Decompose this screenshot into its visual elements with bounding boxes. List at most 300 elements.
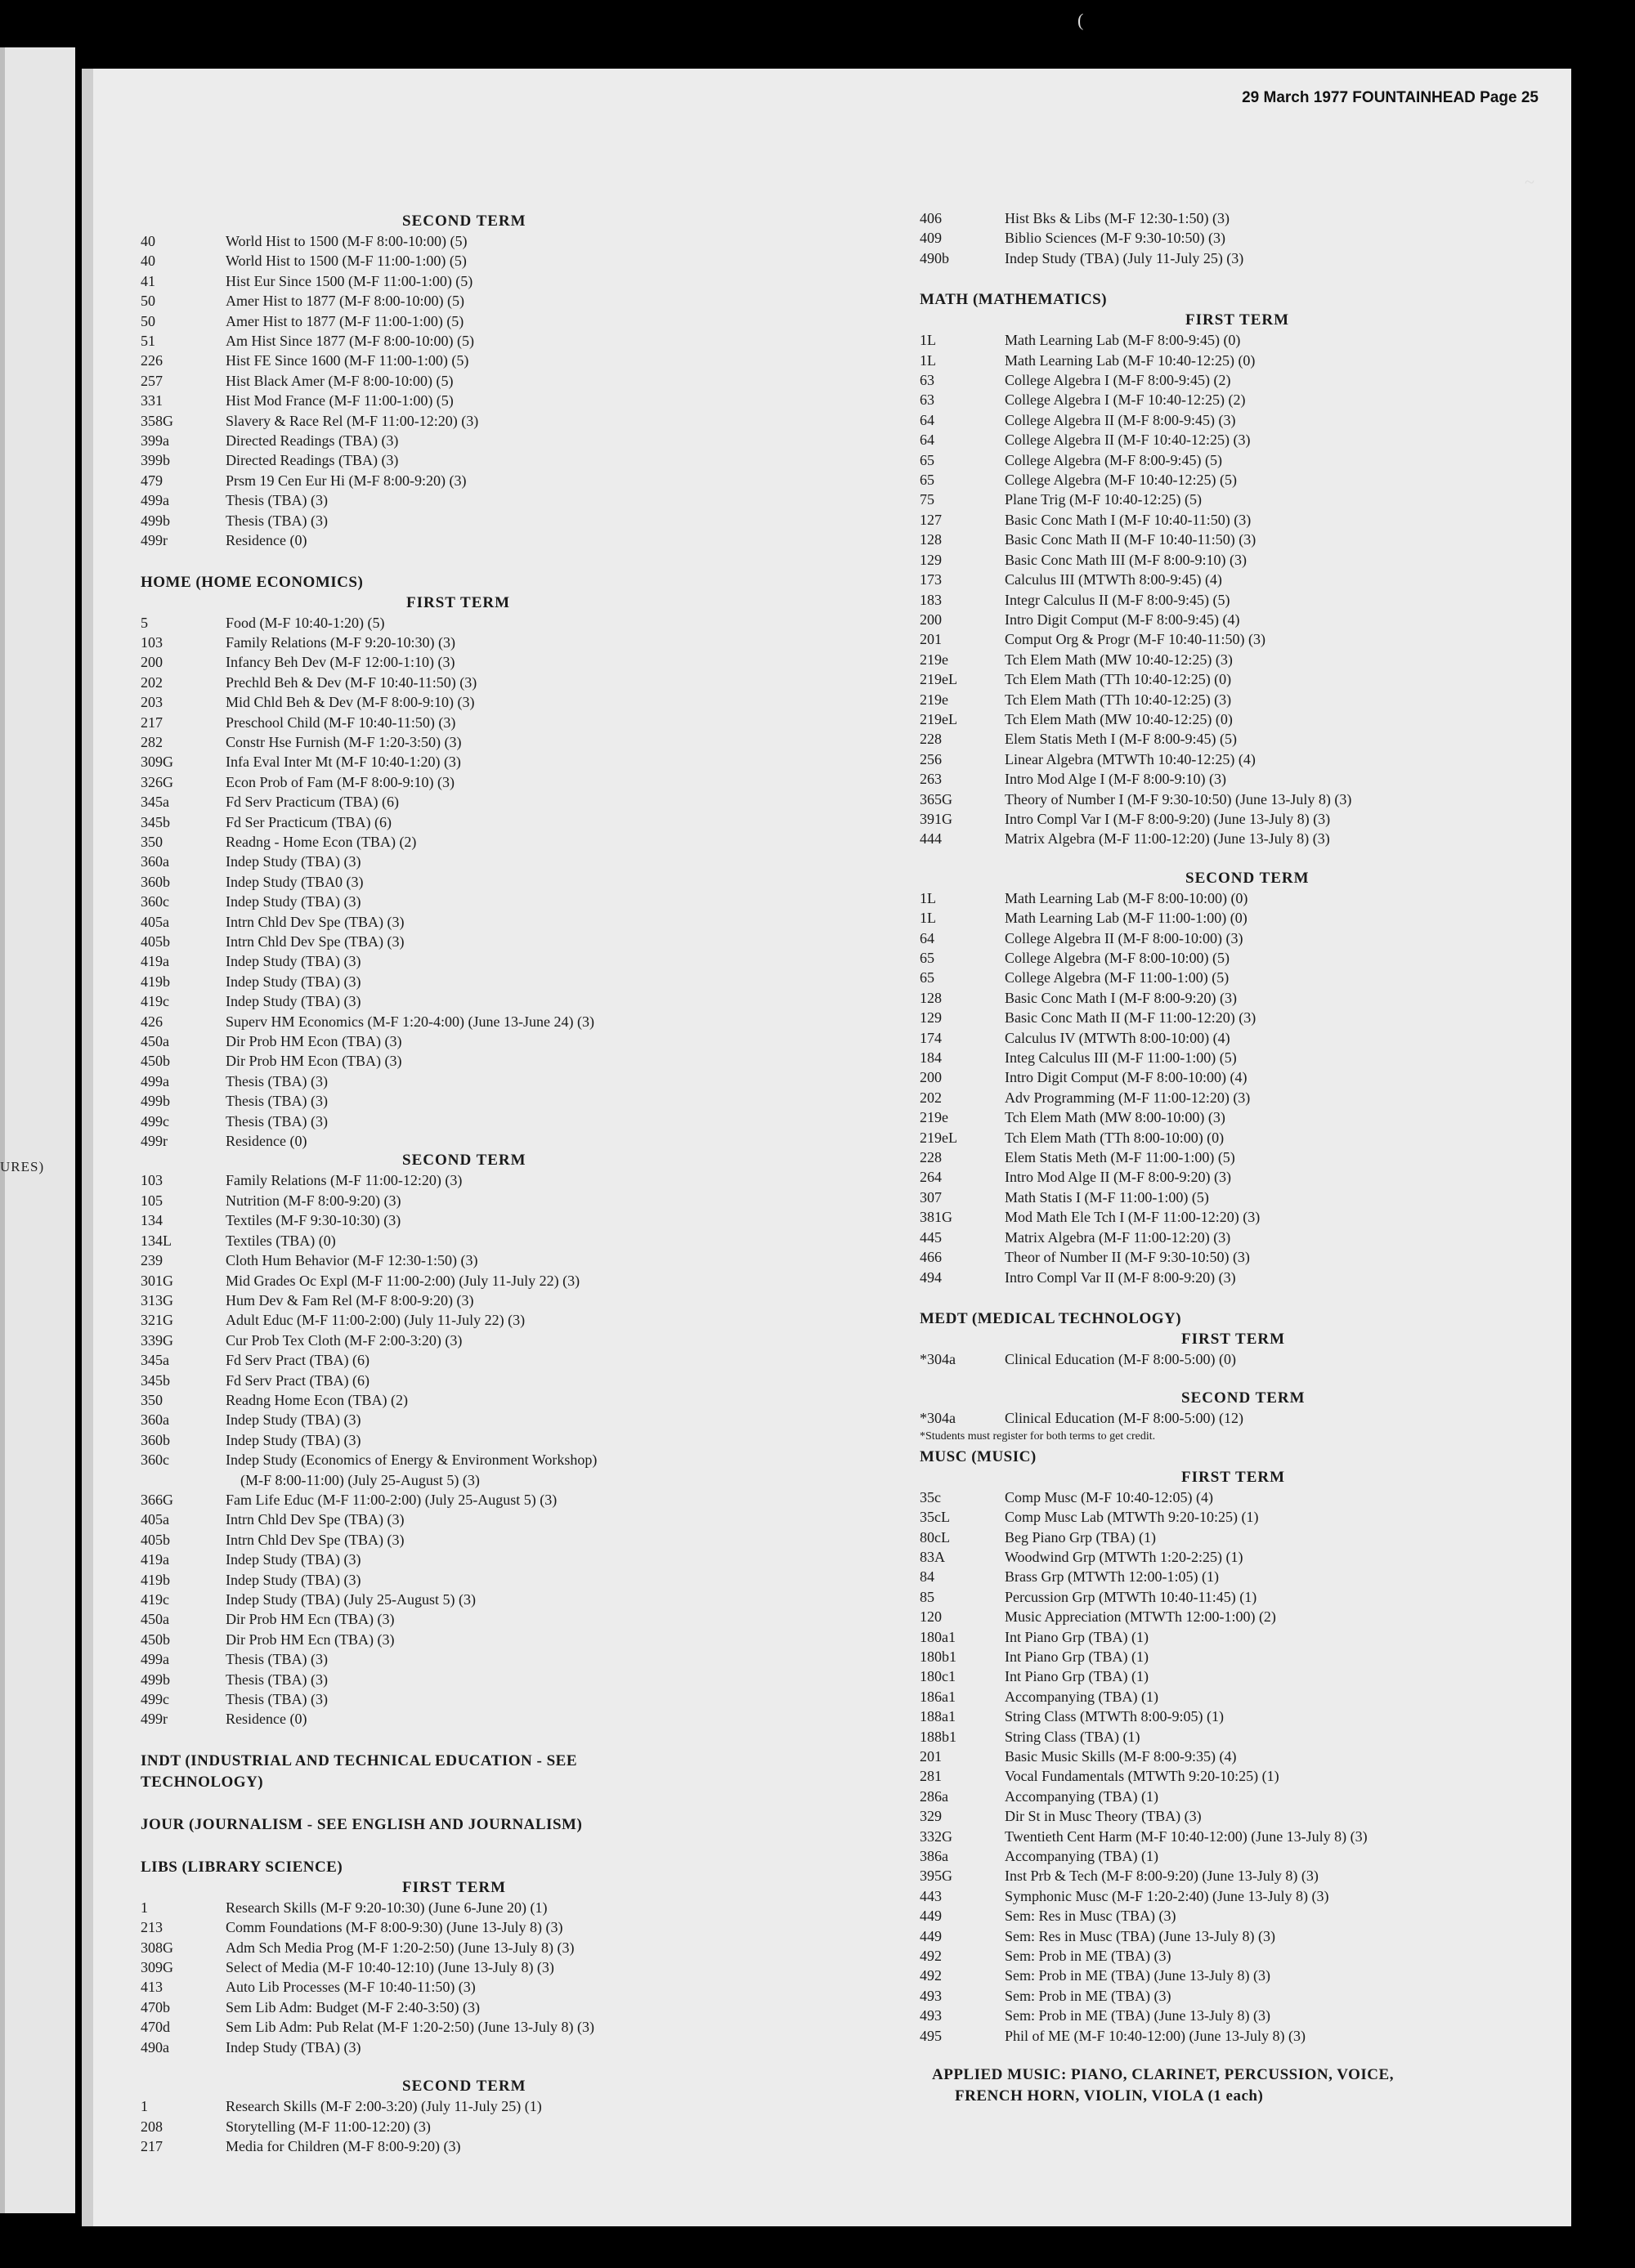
- footnote: *Students must register for both terms to get credit.: [920, 1429, 1156, 1443]
- course-number: *304a: [920, 1350, 956, 1367]
- course-row: [920, 928, 1635, 948]
- course-number: 50: [141, 312, 155, 329]
- course-row: [141, 951, 860, 971]
- course-row: [920, 1806, 1635, 1826]
- course-row: [141, 972, 860, 991]
- course-number: 200: [920, 1069, 942, 1086]
- course-number: 405a: [141, 913, 169, 930]
- course-row: [920, 908, 1635, 928]
- course-row: [141, 1470, 860, 1490]
- department-heading: INDT (INDUSTRIAL AND TECHNICAL EDUCATION - SEE TECHNOLOGY): [141, 1751, 578, 1791]
- course-number: [141, 1470, 226, 1490]
- course-number: 381G: [920, 1209, 952, 1226]
- course-row: [920, 1827, 1635, 1846]
- course-number: 173: [920, 571, 942, 588]
- course-number: 286a: [920, 1787, 948, 1805]
- course-row: [141, 391, 860, 410]
- course-description: Mid Grades Oc Expl (M-F 11:00-2:00) (July 11-July 22) (3): [226, 1272, 580, 1289]
- course-row: [920, 888, 1635, 908]
- course-row: [141, 613, 860, 633]
- course-description: College Algebra (M-F 8:00-10:00) (5): [1005, 950, 1230, 966]
- course-number: 490a: [141, 2038, 169, 2056]
- course-number: 419a: [141, 1551, 169, 1568]
- course-number: 263: [920, 771, 942, 788]
- course-number: 443: [920, 1887, 942, 1904]
- course-description: Nutrition (M-F 8:00-9:20) (3): [226, 1192, 401, 1209]
- course-row: [920, 1188, 1635, 1207]
- course-description: Hist Mod France (M-F 11:00-1:00) (5): [226, 392, 454, 409]
- course-number: 64: [920, 432, 934, 449]
- course-row: [141, 291, 860, 311]
- course-row: [141, 1630, 860, 1649]
- course-number: 202: [141, 673, 163, 691]
- course-row: [920, 1547, 1635, 1567]
- applied-music-line-1: APPLIED MUSIC: PIANO, CLARINET, PERCUSSION, VOICE,: [932, 2066, 1394, 2083]
- course-description: Basic Conc Math II (M-F 10:40-11:50) (3): [1005, 531, 1256, 548]
- course-number: 360c: [141, 893, 169, 910]
- course-row: [141, 1051, 860, 1071]
- course-description: Elem Statis Meth (M-F 11:00-1:00) (5): [1005, 1149, 1235, 1166]
- course-description: Math Learning Lab (M-F 8:00-10:00) (0): [1005, 889, 1248, 906]
- course-number: 450b: [141, 1053, 170, 1070]
- course-row: [920, 1906, 1635, 1926]
- course-number: 345b: [141, 813, 170, 830]
- course-row: [920, 1787, 1635, 1806]
- course-row: [920, 570, 1635, 589]
- course-row: [920, 1487, 1635, 1507]
- course-description: Intrn Chld Dev Spe (TBA) (3): [226, 1531, 405, 1548]
- course-number: 1L: [920, 351, 936, 369]
- course-row: [141, 1490, 860, 1510]
- course-number: 84: [920, 1568, 934, 1586]
- course-row: [920, 550, 1635, 570]
- course-description: Slavery & Race Rel (M-F 11:00-12:20) (3): [226, 412, 479, 429]
- course-row: [141, 1410, 860, 1429]
- course-row: [920, 968, 1635, 987]
- course-row: [141, 1350, 860, 1370]
- course-row: [920, 1766, 1635, 1786]
- course-row: [141, 912, 860, 932]
- course-row: [920, 1067, 1635, 1087]
- course-row: [920, 1107, 1635, 1127]
- course-description: Indep Study (TBA0 (3): [226, 873, 364, 890]
- course-number: 217: [141, 2137, 163, 2154]
- course-number: 264: [920, 1169, 942, 1186]
- department-heading: MATH (MATHEMATICS): [920, 291, 1108, 309]
- course-row: [141, 752, 860, 772]
- course-number: 409: [920, 230, 942, 247]
- course-description: Linear Algebra (MTWTh 10:40-12:25) (4): [1005, 750, 1256, 767]
- course-description: Math Learning Lab (M-F 8:00-9:45) (0): [1005, 332, 1241, 349]
- course-row: [920, 450, 1635, 470]
- department-heading: MEDT (MEDICAL TECHNOLOGY): [920, 1309, 1182, 1327]
- course-description: Indep Study (TBA) (July 11-July 25) (3): [1005, 249, 1244, 266]
- course-number: 219e: [920, 691, 948, 708]
- course-description: Sem: Prob in ME (TBA) (3): [1005, 1948, 1171, 1965]
- course-description: Tch Elem Math (TTh 8:00-10:00) (0): [1005, 1129, 1225, 1146]
- course-number: 360b: [141, 873, 170, 890]
- course-description: Clinical Education (M-F 8:00-5:00) (12): [1005, 1410, 1243, 1427]
- course-description: College Algebra (M-F 8:00-9:45) (5): [1005, 451, 1222, 468]
- course-row: [141, 872, 860, 892]
- course-number: 499a: [141, 1072, 169, 1089]
- course-number: 449: [920, 1927, 942, 1944]
- right-column: [920, 208, 1635, 2046]
- course-description: Am Hist Since 1877 (M-F 8:00-10:00) (5): [226, 333, 474, 350]
- course-description: Woodwind Grp (MTWTh 1:20-2:25) (1): [1005, 1548, 1243, 1565]
- course-number: 339G: [141, 1331, 173, 1349]
- course-number: 321G: [141, 1312, 173, 1329]
- course-number: 391G: [920, 810, 952, 827]
- course-description: Int Piano Grp (TBA) (1): [1005, 1668, 1149, 1685]
- course-number: 419c: [141, 1591, 169, 1608]
- course-description: Intro Mod Alge I (M-F 8:00-9:10) (3): [1005, 771, 1226, 788]
- course-description: Comm Foundations (M-F 8:00-9:30) (June 13-July 8) (3): [226, 1919, 563, 1936]
- course-description: Basic Conc Math I (M-F 8:00-9:20) (3): [1005, 989, 1237, 1006]
- course-description: Textiles (M-F 9:30-10:30) (3): [226, 1212, 401, 1229]
- course-description: Cloth Hum Behavior (M-F 12:30-1:50) (3): [226, 1252, 478, 1269]
- course-description: Hist Eur Since 1500 (M-F 11:00-1:00) (5): [226, 272, 473, 289]
- course-description: Plane Trig (M-F 10:40-12:25) (5): [1005, 491, 1203, 508]
- course-description: College Algebra II (M-F 8:00-10:00) (3): [1005, 929, 1243, 946]
- course-description: Indep Study (TBA) (3): [226, 1411, 361, 1429]
- course-description: Amer Hist to 1877 (M-F 11:00-1:00) (5): [226, 312, 464, 329]
- course-number: 426: [141, 1013, 163, 1030]
- course-description: Tch Elem Math (TTh 10:40-12:25) (3): [1005, 691, 1232, 708]
- course-number: 65: [920, 950, 934, 966]
- course-row: [920, 1647, 1635, 1666]
- course-number: 120: [920, 1608, 942, 1626]
- course-description: Integ Calculus III (M-F 11:00-1:00) (5): [1005, 1049, 1237, 1067]
- course-number: 406: [920, 210, 942, 226]
- course-number: 200: [141, 654, 163, 671]
- course-row: [920, 988, 1635, 1008]
- course-number: 479: [141, 472, 163, 489]
- course-row: [920, 629, 1635, 649]
- course-row: [141, 1291, 860, 1310]
- course-description: Math Statis I (M-F 11:00-1:00) (5): [1005, 1188, 1209, 1206]
- course-number: 499b: [141, 1093, 170, 1110]
- course-description: Clinical Education (M-F 8:00-5:00) (0): [1005, 1350, 1236, 1367]
- course-row: [141, 331, 860, 351]
- course-row: [141, 792, 860, 812]
- course-row: [920, 669, 1635, 689]
- course-description: Thesis (TBA) (3): [226, 1072, 328, 1089]
- course-description: Brass Grp (MTWTh 12:00-1:05) (1): [1005, 1568, 1219, 1586]
- course-row: [920, 1349, 1635, 1369]
- course-description: Tch Elem Math (MW 10:40-12:25) (0): [1005, 710, 1233, 727]
- course-row: [141, 1271, 860, 1291]
- course-number: 1L: [920, 332, 936, 349]
- course-row: [141, 450, 860, 470]
- course-row: [141, 1371, 860, 1390]
- course-row: [920, 530, 1635, 549]
- course-description: Intrn Chld Dev Spe (TBA) (3): [226, 913, 405, 930]
- course-description: Fd Serv Pract (TBA) (6): [226, 1371, 370, 1389]
- course-row: [141, 1550, 860, 1569]
- course-number: 188b1: [920, 1728, 956, 1745]
- course-row: [141, 772, 860, 792]
- course-row: [141, 832, 860, 852]
- course-description: Mid Chld Beh & Dev (M-F 8:00-9:10) (3): [226, 694, 475, 711]
- course-description: Sem: Res in Musc (TBA) (June 13-July 8) (3): [1005, 1927, 1275, 1944]
- course-description: Indep Study (TBA) (3): [226, 2038, 361, 2056]
- course-row: [920, 1666, 1635, 1686]
- course-number: 350: [141, 1391, 163, 1408]
- course-description: Intro Compl Var II (M-F 8:00-9:20) (3): [1005, 1268, 1236, 1286]
- left-column: [141, 212, 860, 2156]
- course-number: 444: [920, 830, 942, 848]
- course-row: [141, 1071, 860, 1091]
- course-number: 183: [920, 591, 942, 608]
- course-description: Thesis (TBA) (3): [226, 492, 328, 509]
- course-number: 63: [920, 372, 934, 389]
- course-number: 499r: [141, 532, 168, 549]
- course-description: World Hist to 1500 (M-F 8:00-10:00) (5): [226, 233, 468, 249]
- course-row: [920, 351, 1635, 370]
- course-row: [141, 311, 860, 331]
- course-row: [141, 692, 860, 712]
- course-number: 257: [141, 372, 163, 389]
- course-number: 499b: [141, 1671, 170, 1688]
- course-row: [920, 430, 1635, 450]
- course-row: [920, 370, 1635, 390]
- course-row: [920, 690, 1635, 709]
- course-row: [920, 1866, 1635, 1886]
- course-number: 1: [141, 2098, 148, 2115]
- course-description: Amer Hist to 1877 (M-F 8:00-10:00) (5): [226, 293, 464, 310]
- course-number: 201: [920, 1748, 942, 1765]
- course-row: [141, 431, 860, 450]
- term-heading: FIRST TERM: [402, 1878, 507, 1896]
- department-heading: JOUR (JOURNALISM - SEE ENGLISH AND JOURNALISM): [141, 1815, 583, 1833]
- course-description: Biblio Sciences (M-F 9:30-10:50) (3): [1005, 230, 1225, 247]
- course-row: [920, 1886, 1635, 1906]
- course-row: [141, 1390, 860, 1410]
- course-row: [141, 812, 860, 832]
- course-description: Hist Bks & Libs (M-F 12:30-1:50) (3): [1005, 210, 1230, 226]
- course-number: 105: [141, 1192, 163, 1209]
- term-heading: SECOND TERM: [1185, 869, 1310, 887]
- course-number: 445: [920, 1228, 942, 1246]
- course-description: Indep Study (Economics of Energy & Environment Workshop): [226, 1452, 598, 1469]
- course-description: Calculus IV (MTWTh 8:00-10:00) (4): [1005, 1029, 1230, 1046]
- course-row: [920, 829, 1635, 848]
- course-number: 499b: [141, 512, 170, 529]
- course-description: Basic Conc Math III (M-F 8:00-9:10) (3): [1005, 551, 1247, 568]
- course-row: [141, 713, 860, 732]
- course-description: (M-F 8:00-11:00) (July 25-August 5) (3): [226, 1471, 480, 1488]
- course-row: [141, 1510, 860, 1529]
- course-description: Indep Study (TBA) (July 25-August 5) (3): [226, 1591, 476, 1608]
- course-description: Sem: Prob in ME (TBA) (June 13-July 8) (3): [1005, 2007, 1270, 2024]
- course-row: [141, 1250, 860, 1270]
- course-description: Dir Prob HM Ecn (TBA) (3): [226, 1611, 395, 1628]
- course-number: 492: [920, 1967, 942, 1984]
- course-number: 64: [920, 411, 934, 428]
- course-row: [141, 1170, 860, 1190]
- course-number: 174: [920, 1029, 942, 1046]
- course-description: College Algebra (M-F 11:00-1:00) (5): [1005, 969, 1230, 986]
- course-row: [141, 1231, 860, 1250]
- course-number: 226: [141, 352, 163, 369]
- course-number: 1L: [920, 910, 936, 927]
- course-description: Dir Prob HM Econ (TBA) (3): [226, 1053, 402, 1070]
- course-description: Comput Org & Progr (M-F 10:40-11:50) (3): [1005, 631, 1265, 648]
- course-number: 228: [920, 731, 942, 748]
- course-number: 239: [141, 1252, 163, 1269]
- course-number: 470b: [141, 1998, 170, 2015]
- course-description: Constr Hse Furnish (M-F 1:20-3:50) (3): [226, 733, 462, 750]
- course-number: 40: [141, 233, 155, 249]
- course-number: 5: [141, 614, 148, 631]
- course-row: [920, 1008, 1635, 1027]
- course-row: [920, 1207, 1635, 1227]
- course-row: [141, 652, 860, 672]
- course-description: String Class (MTWTh 8:00-9:05) (1): [1005, 1708, 1224, 1725]
- course-number: 63: [920, 391, 934, 409]
- masthead: 29 March 1977 FOUNTAINHEAD Page 25: [1242, 89, 1539, 106]
- course-description: Sem: Prob in ME (TBA) (June 13-July 8) (3): [1005, 1967, 1270, 1984]
- term-heading: FIRST TERM: [406, 593, 511, 611]
- page-shadow-edge: [82, 69, 93, 2226]
- course-row: [920, 1587, 1635, 1607]
- course-description: Symphonic Musc (M-F 1:20-2:40) (June 13-July 8) (3): [1005, 1887, 1329, 1904]
- course-description: Intrn Chld Dev Spe (TBA) (3): [226, 1511, 405, 1528]
- course-description: Elem Statis Meth I (M-F 8:00-9:45) (5): [1005, 731, 1237, 748]
- course-row: [141, 231, 860, 251]
- course-number: 331: [141, 392, 163, 409]
- course-description: Twentieth Cent Harm (M-F 10:40-12:00) (June 13-July 8) (3): [1005, 1827, 1368, 1845]
- course-description: Thesis (TBA) (3): [226, 1112, 328, 1130]
- course-number: 405b: [141, 1531, 170, 1548]
- course-number: 345b: [141, 1371, 170, 1389]
- course-number: 219e: [920, 651, 948, 668]
- course-row: [141, 2038, 860, 2057]
- course-number: 405b: [141, 933, 170, 950]
- course-description: Auto Lib Processes (M-F 10:40-11:50) (3): [226, 1979, 476, 1996]
- course-description: Tch Elem Math (TTh 10:40-12:25) (0): [1005, 671, 1232, 688]
- course-row: [141, 932, 860, 951]
- course-number: 188a1: [920, 1708, 956, 1725]
- course-row: [141, 2136, 860, 2156]
- course-number: 492: [920, 1948, 942, 1965]
- course-description: Intrn Chld Dev Spe (TBA) (3): [226, 933, 405, 950]
- course-number: 313G: [141, 1291, 173, 1308]
- course-description: Adult Educ (M-F 11:00-2:00) (July 11-July 22) (3): [226, 1312, 526, 1329]
- course-row: [920, 1986, 1635, 2006]
- course-number: 186a1: [920, 1688, 956, 1705]
- course-row: [141, 1331, 860, 1350]
- adjacent-page-edge: [0, 47, 5, 2213]
- course-description: Hist FE Since 1600 (M-F 11:00-1:00) (5): [226, 352, 469, 369]
- course-number: *304a: [920, 1410, 956, 1427]
- course-number: 213: [141, 1919, 163, 1936]
- course-number: 301G: [141, 1272, 173, 1289]
- course-row: [920, 769, 1635, 789]
- course-description: Math Learning Lab (M-F 10:40-12:25) (0): [1005, 351, 1256, 369]
- course-row: [141, 1977, 860, 1997]
- course-number: 386a: [920, 1848, 948, 1865]
- course-description: Basic Conc Math II (M-F 11:00-12:20) (3): [1005, 1009, 1256, 1027]
- course-row: [141, 511, 860, 530]
- course-number: 219eL: [920, 1129, 957, 1146]
- course-number: 350: [141, 833, 163, 850]
- course-number: 282: [141, 733, 163, 750]
- course-row: [920, 1946, 1635, 1966]
- course-row: [141, 1091, 860, 1111]
- course-number: 419c: [141, 993, 169, 1010]
- course-row: [141, 371, 860, 391]
- course-row: [141, 633, 860, 652]
- course-description: Hum Dev & Fam Rel (M-F 8:00-9:20) (3): [226, 1291, 474, 1308]
- course-row: [141, 1450, 860, 1470]
- course-description: Accompanying (TBA) (1): [1005, 1848, 1158, 1865]
- course-number: 256: [920, 750, 942, 767]
- course-row: [141, 732, 860, 752]
- course-row: [920, 1247, 1635, 1267]
- course-number: 450b: [141, 1631, 170, 1648]
- course-number: 134L: [141, 1232, 172, 1249]
- course-description: Basic Conc Math I (M-F 10:40-11:50) (3): [1005, 511, 1252, 528]
- course-number: 41: [141, 272, 155, 289]
- course-number: 329: [920, 1808, 942, 1825]
- course-number: 228: [920, 1149, 942, 1166]
- course-row: [141, 1031, 860, 1051]
- course-description: Theor of Number II (M-F 9:30-10:50) (3): [1005, 1249, 1250, 1266]
- course-description: Intro Digit Comput (M-F 8:00-9:45) (4): [1005, 611, 1240, 628]
- course-row: [920, 1408, 1635, 1428]
- course-number: 490b: [920, 249, 949, 266]
- course-row: [920, 1028, 1635, 1048]
- course-description: Matrix Algebra (M-F 11:00-12:20) (3): [1005, 1228, 1231, 1246]
- course-number: 360a: [141, 1411, 169, 1429]
- course-number: 307: [920, 1188, 942, 1206]
- course-description: Media for Children (M-F 8:00-9:20) (3): [226, 2137, 461, 2154]
- course-row: [920, 470, 1635, 490]
- course-number: 332G: [920, 1827, 952, 1845]
- course-row: [141, 1709, 860, 1729]
- course-number: 83A: [920, 1548, 945, 1565]
- course-description: Sem Lib Adm: Pub Relat (M-F 1:20-2:50) (June 13-July 8) (3): [226, 2019, 594, 2036]
- course-number: 499a: [141, 492, 169, 509]
- course-description: College Algebra (M-F 10:40-12:25) (5): [1005, 472, 1237, 489]
- course-number: 134: [141, 1212, 163, 1229]
- course-number: 499c: [141, 1112, 169, 1130]
- course-row: [141, 2096, 860, 2116]
- course-description: Math Learning Lab (M-F 11:00-1:00) (0): [1005, 910, 1248, 927]
- course-description: Fam Life Educ (M-F 11:00-2:00) (July 25-August 5) (3): [226, 1491, 558, 1508]
- course-number: 419b: [141, 1571, 170, 1588]
- course-description: Intro Digit Comput (M-F 8:00-10:00) (4): [1005, 1069, 1248, 1086]
- course-description: Residence (0): [226, 1133, 307, 1150]
- course-description: Adm Sch Media Prog (M-F 1:20-2:50) (June 13-July 8) (3): [226, 1939, 575, 1956]
- course-description: String Class (TBA) (1): [1005, 1728, 1140, 1745]
- course-row: [920, 1707, 1635, 1726]
- course-row: [920, 1687, 1635, 1707]
- course-number: 180c1: [920, 1668, 956, 1685]
- course-row: [141, 1570, 860, 1590]
- course-row: [141, 1898, 860, 1917]
- course-number: 50: [141, 293, 155, 310]
- course-number: 499c: [141, 1691, 169, 1708]
- course-number: 208: [141, 2118, 163, 2135]
- course-row: [920, 2006, 1635, 2025]
- course-description: Dir Prob HM Econ (TBA) (3): [226, 1033, 402, 1050]
- course-number: 450a: [141, 1033, 169, 1050]
- course-description: Phil of ME (M-F 10:40-12:00) (June 13-July 8) (3): [1005, 2027, 1306, 2044]
- course-number: 219eL: [920, 671, 957, 688]
